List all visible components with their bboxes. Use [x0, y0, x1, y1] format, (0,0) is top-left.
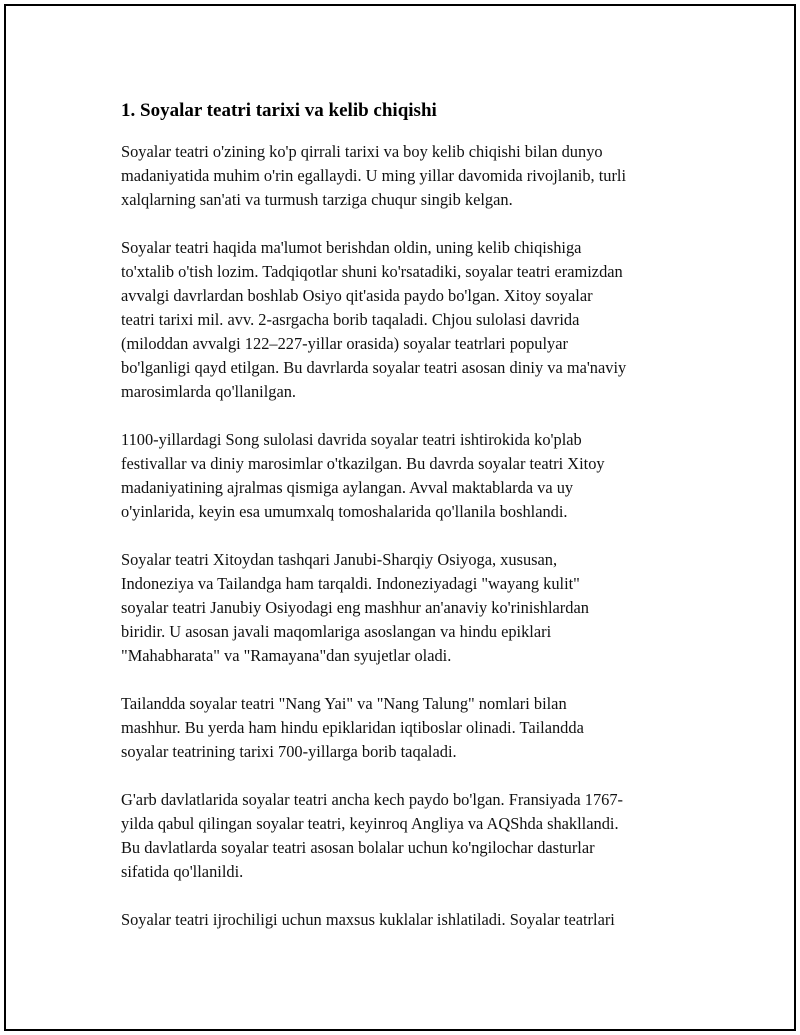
paragraph: Soyalar teatri Xitoydan tashqari Janubi-Sharqiy Osiyoga, xususan, Indoneziya va Tailandga ham tarqaldi. Indoneziyadagi "wayang kulit" soyalar teatri Janubiy Osiyodagi eng mashhur an'anaviy ko'rinishlardan biridir. U asosan javali maqomlariga asoslangan va hindu epiklari "Mahabharata" va "Ramayana"dan syujetlar oladi. — [121, 550, 589, 665]
paragraph: Tailandda soyalar teatri "Nang Yai" va "Nang Talung" nomlari bilan mashhur. Bu yerda ham hindu epiklaridan iqtiboslar olinadi. Tailandda soyalar teatrining tarixi 700-yillarga borib taqaladi. — [121, 694, 584, 761]
paragraph: 1100-yillardagi Song sulolasi davrida soyalar teatri ishtirokida ko'plab festivallar va diniy marosimlar o'tkazilgan. Bu davrda soyalar teatri Xitoy madaniyatining ajralmas qismiga aylangan. Avval maktablarda va uy o'yinlarida, keyin esa umumxalq tomoshalarida qo'llanila boshlandi. — [121, 430, 605, 521]
paragraph: Soyalar teatri o'zining ko'p qirrali tarixi va boy kelib chiqishi bilan dunyo madaniyatida muhim o'rin egallaydi. U ming yillar davomida rivojlanib, turli xalqlarning san'ati va turmush tarziga chuqur singib kelgan. — [121, 142, 627, 209]
document-body — [121, 98, 701, 956]
paragraph: Soyalar teatri haqida ma'lumot berishdan oldin, uning kelib chiqishiga to'xtalib o'tish lozim. Tadqiqotlar shuni ko'rsatadiki, soyalar teatri eramizdan avvalgi davrlardan boshlab Osiyo qit'asida paydo bo'lgan. Xitoy soyalar teatri tarixi mil. avv. 2-asrgacha borib taqaladi. Chjou sulolasi davrida (miloddan avvalgi 122–227-yillar orasida) soyalar teatrlari populyar bo'lganligi qayd etilgan. Bu davrlarda soyalar teatri asosan diniy va ma'naviy marosimlarda qo'llanilgan. — [121, 238, 627, 401]
paragraph: G'arb davlatlarida soyalar teatri ancha kech paydo bo'lgan. Fransiyada 1767- yilda qabul qilingan soyalar teatri, keyinroq Angliya va AQShda shakllandi. Bu davlatlarda soyalar teatri asosan bolalar uchun ko'ngilochar dasturlar sifatida qo'llanildi. — [121, 790, 623, 881]
paragraph: Soyalar teatri ijrochiligi uchun maxsus kuklalar ishlatiladi. Soyalar teatrlari — [121, 910, 615, 929]
document-page — [4, 4, 796, 1031]
section-heading: 1. Soyalar teatri tarixi va kelib chiqishi — [121, 100, 437, 121]
